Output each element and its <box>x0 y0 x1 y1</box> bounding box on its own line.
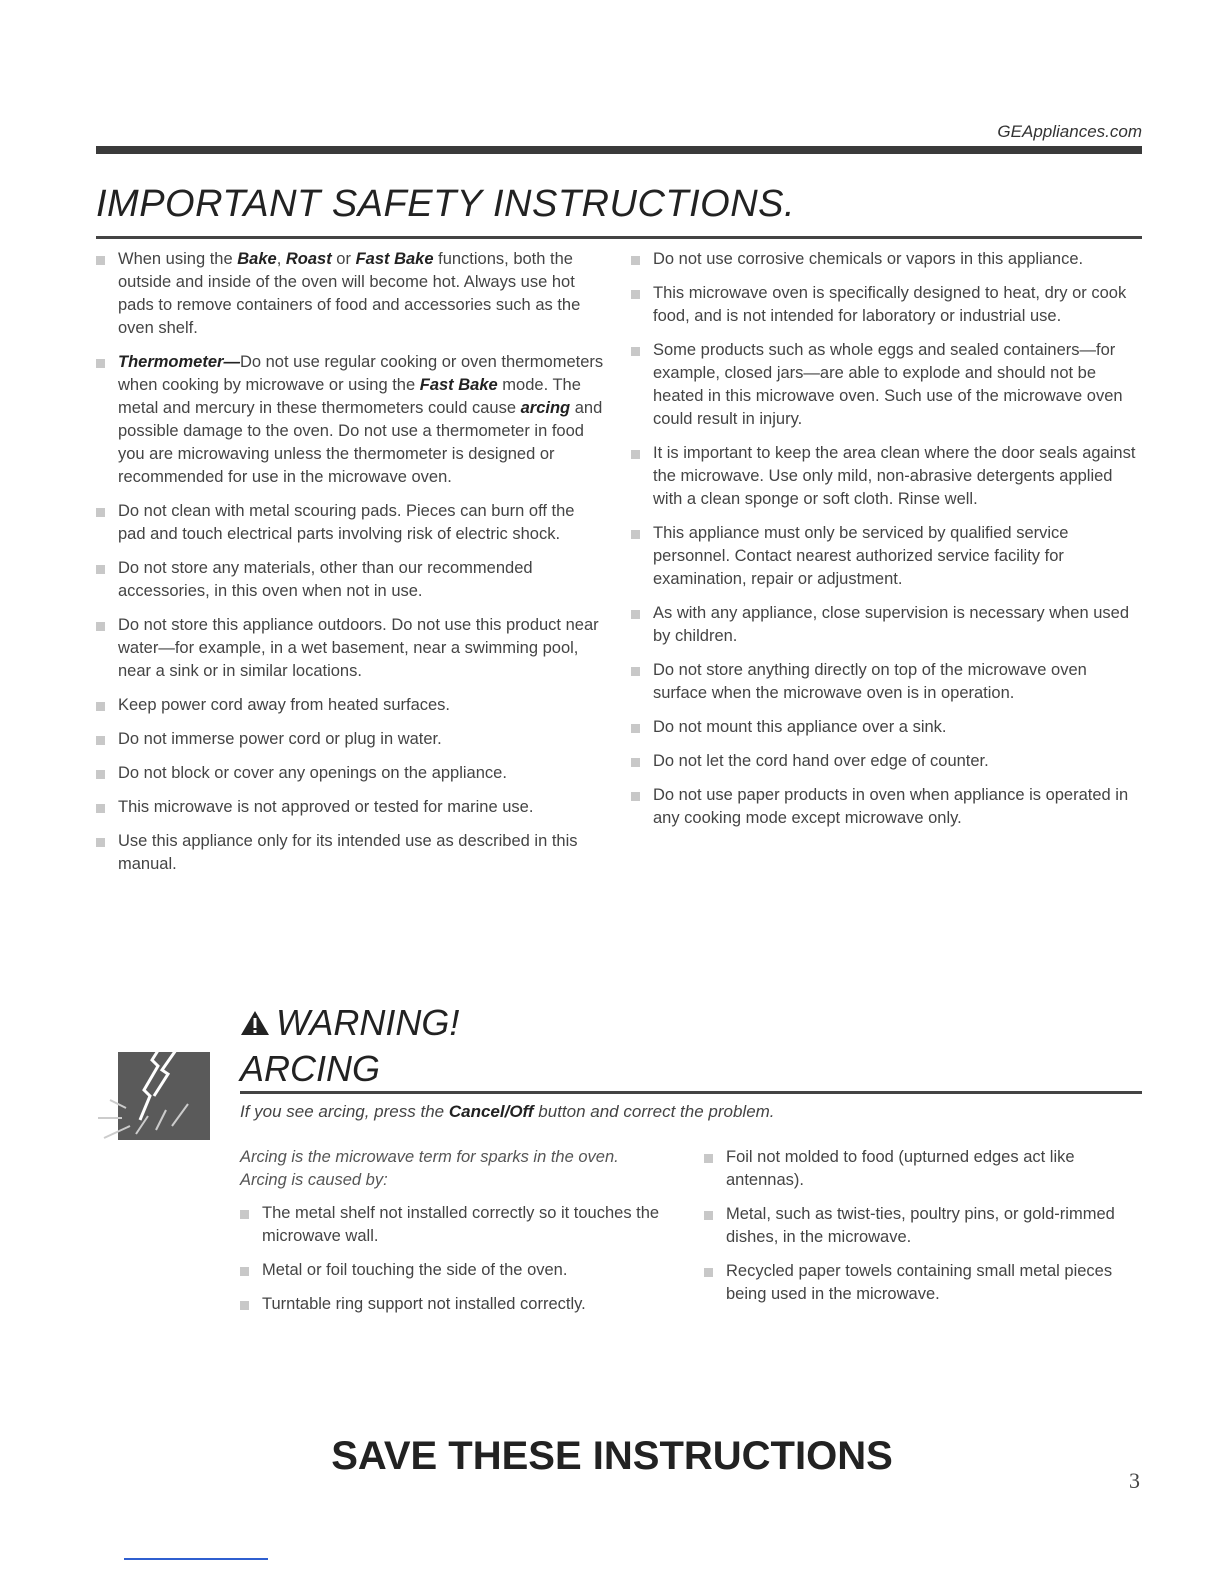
list-item-text: Do not store anything directly on top of the microwave oven surface when the microwave oven is in operation. <box>653 661 1087 702</box>
list-item-text: Do not use corrosive chemicals or vapors in this appliance. <box>653 250 1084 268</box>
arcing-heading: ARCING <box>240 1048 381 1089</box>
list-item <box>96 796 606 819</box>
list-item <box>631 282 1141 328</box>
list-item <box>631 716 1141 739</box>
list-item-text: Do not clean with metal scouring pads. Pieces can burn off the pad and touch electrical parts involving risk of electric shock. <box>118 502 575 543</box>
safety-list-left <box>96 248 606 887</box>
website-url: GEAppliances.com <box>997 122 1142 141</box>
bullet-square-icon <box>631 758 640 767</box>
footer-line <box>124 1558 268 1560</box>
list-item-text: and possible damage to the oven. Do not use a thermometer in food you are microwaving unless the thermometer is designed or recommended for use in the microwave oven. <box>118 399 603 486</box>
list-item <box>631 522 1141 591</box>
list-item <box>704 1203 1142 1249</box>
warning-triangle-icon <box>240 1009 270 1037</box>
list-item-text: Recycled paper towels containing small metal pieces being used in the microwave. <box>726 1262 1113 1303</box>
list-item-text: Some products such as whole eggs and sealed containers—for example, closed jars—are able to explode and should not be heated in this microwave oven. Such use of the microwave oven could result in injury. <box>653 341 1123 428</box>
cancel-off-button-label: Cancel/Off <box>448 1102 534 1121</box>
list-item <box>704 1260 1142 1306</box>
list-item-text: Do not use regular cooking or oven thermometers when cooking by microwave or using the <box>118 353 604 394</box>
list-item-text: This appliance must only be serviced by qualified service personnel. Contact nearest authorized service facility for examination, repair or adjustment. <box>653 524 1069 588</box>
list-item-text: Do not immerse power cord or plug in water. <box>118 730 442 748</box>
list-item <box>96 694 606 717</box>
header-rule <box>96 146 1142 154</box>
bullet-square-icon <box>240 1267 249 1276</box>
list-item-text: or <box>331 250 356 268</box>
list-item <box>96 830 606 876</box>
list-item <box>96 557 606 603</box>
bullet-square-icon <box>631 792 640 801</box>
list-item-text: Metal, such as twist-ties, poultry pins, or gold-rimmed dishes, in the microwave. <box>726 1205 1115 1246</box>
list-item-text: As with any appliance, close supervision is necessary when used by children. <box>653 604 1130 645</box>
bullet-square-icon <box>631 610 640 619</box>
bullet-square-icon <box>96 256 105 265</box>
emphasis-text: arcing <box>520 399 571 417</box>
bullet-square-icon <box>631 290 640 299</box>
bullet-square-icon <box>96 736 105 745</box>
page-number: 3 <box>1129 1468 1140 1493</box>
bullet-square-icon <box>96 359 105 368</box>
bullet-square-icon <box>704 1211 713 1220</box>
list-item <box>96 248 606 340</box>
list-item <box>631 339 1141 431</box>
list-item-text: , <box>276 250 286 268</box>
list-item <box>96 351 606 489</box>
list-item-text: Do not let the cord hand over edge of counter. <box>653 752 989 770</box>
arcing-causes-label: Arcing is caused by: <box>240 1171 388 1189</box>
bullet-square-icon <box>96 804 105 813</box>
bullet-square-icon <box>96 622 105 631</box>
list-item <box>631 750 1141 773</box>
list-item <box>96 500 606 546</box>
list-item <box>704 1146 1142 1192</box>
arcing-spark-icon <box>96 1030 216 1142</box>
arcing-rule <box>240 1091 1142 1094</box>
arcing-instruction-after: button and correct the problem. <box>533 1102 775 1121</box>
list-item <box>631 442 1141 511</box>
list-item-text: Do not block or cover any openings on the appliance. <box>118 764 507 782</box>
bullet-square-icon <box>631 450 640 459</box>
list-item <box>240 1202 680 1248</box>
emphasis-text: Fast Bake <box>355 250 434 268</box>
arcing-definition: Arcing is the microwave term for sparks in the oven. <box>240 1148 619 1166</box>
bullet-square-icon <box>631 530 640 539</box>
list-item-text: Use this appliance only for its intended use as described in this manual. <box>118 832 578 873</box>
bullet-square-icon <box>96 508 105 517</box>
bullet-square-icon <box>704 1154 713 1163</box>
bullet-square-icon <box>240 1301 249 1310</box>
save-instructions-heading: SAVE THESE INSTRUCTIONS <box>331 1434 893 1478</box>
list-item-text: Metal or foil touching the side of the oven. <box>262 1261 568 1279</box>
arcing-description <box>240 1146 680 1192</box>
safety-list-right <box>631 248 1141 841</box>
list-item-text: Do not store any materials, other than our recommended accessories, in this oven when not in use. <box>118 559 533 600</box>
list-item <box>631 784 1141 830</box>
list-item <box>240 1259 680 1282</box>
arcing-causes-left <box>240 1202 680 1327</box>
page-title: IMPORTANT SAFETY INSTRUCTIONS. <box>96 183 796 225</box>
list-item-text: Foil not molded to food (upturned edges act like antennas). <box>726 1148 1075 1189</box>
warning-text: WARNING! <box>276 1002 460 1043</box>
list-item-text: Do not store this appliance outdoors. Do not use this product near water—for example, in a wet basement, near a swimming pool, near a sink or in similar locations. <box>118 616 599 680</box>
list-item-text: When using the <box>118 250 238 268</box>
list-item <box>631 248 1141 271</box>
arcing-instruction <box>240 1102 775 1122</box>
title-rule <box>96 236 1142 239</box>
bullet-square-icon <box>631 724 640 733</box>
bullet-square-icon <box>96 838 105 847</box>
list-item <box>96 762 606 785</box>
emphasis-text: Bake <box>237 250 277 268</box>
list-item-text: The metal shelf not installed correctly so it touches the microwave wall. <box>262 1204 660 1245</box>
emphasis-text: Roast <box>285 250 332 268</box>
bullet-square-icon <box>96 702 105 711</box>
list-item <box>631 602 1141 648</box>
bullet-square-icon <box>631 256 640 265</box>
bullet-square-icon <box>631 667 640 676</box>
list-item-text: It is important to keep the area clean where the door seals against the microwave. Use only mild, non-abrasive detergents applied with a clean sponge or soft cloth. Rinse well. <box>653 444 1136 508</box>
emphasis-text: Fast Bake <box>419 376 498 394</box>
list-item-text: Turntable ring support not installed correctly. <box>262 1295 586 1313</box>
list-item-text: This microwave oven is specifically designed to heat, dry or cook food, and is not intended for laboratory or industrial use. <box>653 284 1127 325</box>
list-item-text: This microwave is not approved or tested for marine use. <box>118 798 534 816</box>
list-item-text: Keep power cord away from heated surfaces. <box>118 696 451 714</box>
list-item <box>96 728 606 751</box>
bullet-square-icon <box>96 565 105 574</box>
arcing-causes-right <box>704 1146 1142 1317</box>
bullet-square-icon <box>240 1210 249 1219</box>
list-item-text: functions, both the outside and inside of the oven will become hot. Always use hot pads to remove containers of food and accessories such as the oven shelf. <box>118 250 581 337</box>
list-item <box>96 614 606 683</box>
list-item-text: Do not mount this appliance over a sink. <box>653 718 947 736</box>
emphasis-text: Thermometer— <box>118 353 240 371</box>
list-item-text: mode. The metal and mercury in these thermometers could cause <box>118 376 581 417</box>
bullet-square-icon <box>704 1268 713 1277</box>
list-item-text: Do not use paper products in oven when appliance is operated in any cooking mode except microwave only. <box>653 786 1129 827</box>
bullet-square-icon <box>96 770 105 779</box>
warning-heading <box>240 1002 459 1044</box>
list-item <box>631 659 1141 705</box>
list-item <box>240 1293 680 1316</box>
bullet-square-icon <box>631 347 640 356</box>
arcing-instruction-before: If you see arcing, press the <box>240 1102 449 1121</box>
